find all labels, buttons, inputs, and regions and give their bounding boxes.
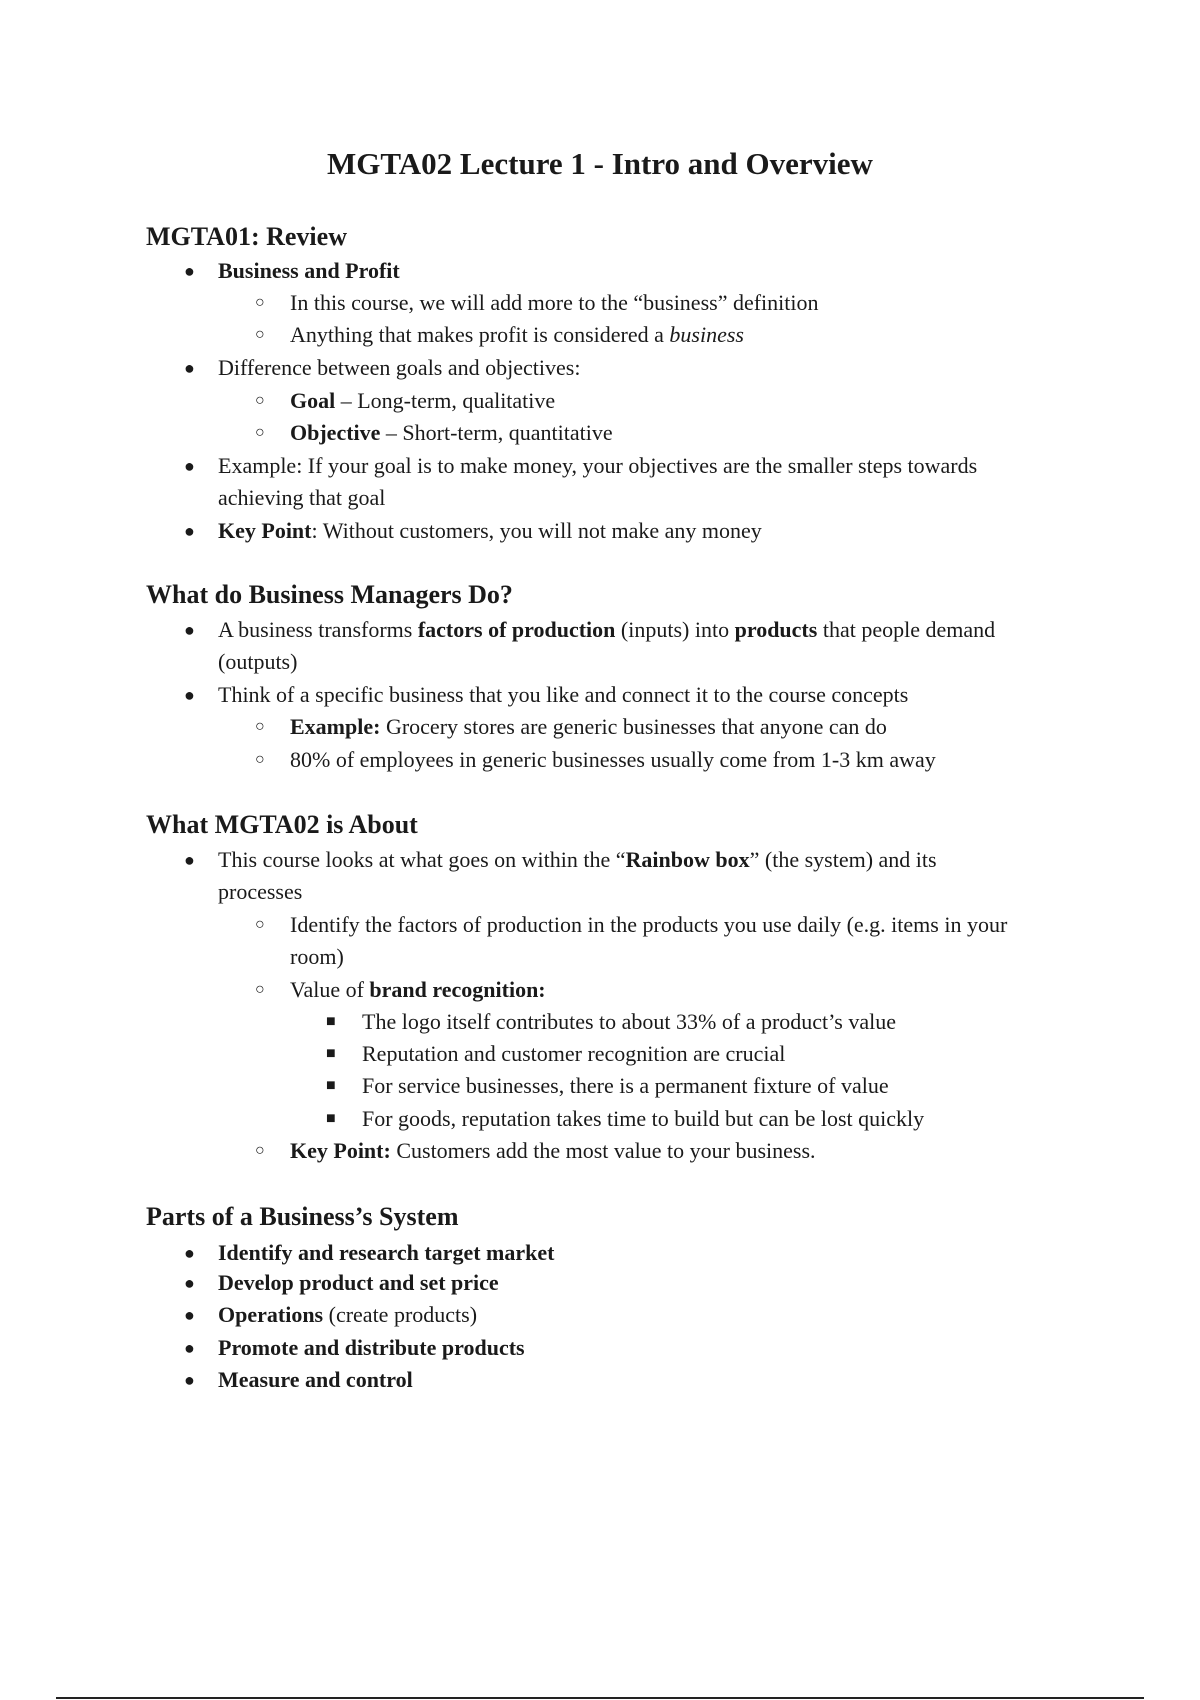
- list-item: ● Difference between goals and objectives:: [218, 353, 580, 383]
- list-item: ○ Key Point: Customers add the most value to your business.: [290, 1136, 816, 1166]
- list-item: ● Example: If your goal is to make money, your objectives are the smaller steps towards: [218, 451, 977, 481]
- list-item: ● Key Point: Without customers, you will not make any money: [218, 516, 762, 546]
- list-item-continuation: achieving that goal: [218, 485, 386, 510]
- list-item: ● Identify and research target market: [218, 1238, 554, 1268]
- list-item: ○ Objective – Short-term, quantitative: [290, 418, 613, 448]
- list-item: ○ In this course, we will add more to the “business” definition: [290, 288, 819, 318]
- bullet-marker: ●: [184, 1243, 195, 1263]
- bullet-marker: ●: [184, 358, 195, 378]
- bullet-marker: ●: [184, 685, 195, 705]
- bullet-marker: ○: [255, 981, 265, 998]
- list-item: ● A business transforms factors of production (inputs) into products that people demand: [218, 615, 995, 645]
- bullet-marker: ■: [326, 1077, 336, 1094]
- list-item: ○ Value of brand recognition:: [290, 975, 546, 1005]
- bullet-marker: ●: [184, 521, 195, 541]
- list-item: ■ Reputation and customer recognition are crucial: [362, 1039, 785, 1069]
- bullet-marker: ■: [326, 1045, 336, 1062]
- bullet-marker: ●: [184, 620, 195, 640]
- list-item: ● Think of a specific business that you like and connect it to the course concepts: [218, 680, 908, 710]
- bullet-marker: ○: [255, 1142, 265, 1159]
- bullet-marker: ●: [184, 1338, 195, 1358]
- list-item: ○ Goal – Long-term, qualitative: [290, 386, 555, 416]
- bullet-marker: ●: [184, 261, 195, 281]
- section-heading: Parts of a Business’s System: [146, 1202, 459, 1231]
- bullet-marker: ■: [326, 1013, 336, 1030]
- list-item: ● Promote and distribute products: [218, 1333, 525, 1363]
- list-item: ■ For goods, reputation takes time to build but can be lost quickly: [362, 1104, 924, 1134]
- list-item: ○ Example: Grocery stores are generic businesses that anyone can do: [290, 712, 887, 742]
- bullet-marker: ■: [326, 1110, 336, 1127]
- list-item: ■ For service businesses, there is a permanent fixture of value: [362, 1071, 889, 1101]
- list-item: ○ Identify the factors of production in the products you use daily (e.g. items in your: [290, 910, 1007, 940]
- section-heading: What MGTA02 is About: [146, 810, 418, 839]
- bullet-marker: ○: [255, 392, 265, 409]
- list-item: ○ Anything that makes profit is considered a business: [290, 320, 744, 350]
- bullet-marker: ○: [255, 326, 265, 343]
- bullet-marker: ○: [255, 294, 265, 311]
- list-item: ● This course looks at what goes on within the “Rainbow box” (the system) and its: [218, 845, 937, 875]
- list-item: ■ The logo itself contributes to about 33% of a product’s value: [362, 1007, 896, 1037]
- list-item: ● Operations (create products): [218, 1300, 477, 1330]
- list-item: ● Business and Profit: [218, 256, 400, 286]
- list-item-continuation: (outputs): [218, 649, 298, 674]
- bullet-marker: ●: [184, 1305, 195, 1325]
- bullet-marker: ●: [184, 850, 195, 870]
- list-item: ● Develop product and set price: [218, 1268, 499, 1298]
- bullet-marker: ●: [184, 1370, 195, 1390]
- page-title: MGTA02 Lecture 1 - Intro and Overview: [327, 146, 873, 181]
- bullet-marker: ○: [255, 751, 265, 768]
- bullet-marker: ○: [255, 424, 265, 441]
- bullet-marker: ○: [255, 718, 265, 735]
- bottom-rule: [56, 1697, 1144, 1699]
- bullet-marker: ●: [184, 1273, 195, 1293]
- bullet-marker: ○: [255, 916, 265, 933]
- section-heading: MGTA01: Review: [146, 222, 347, 251]
- list-item-continuation: room): [290, 944, 344, 969]
- bullet-marker: ●: [184, 456, 195, 476]
- list-item: ○ 80% of employees in generic businesses usually come from 1-3 km away: [290, 745, 936, 775]
- list-item-continuation: processes: [218, 879, 303, 904]
- section-heading: What do Business Managers Do?: [146, 580, 513, 609]
- list-item: ● Measure and control: [218, 1365, 413, 1395]
